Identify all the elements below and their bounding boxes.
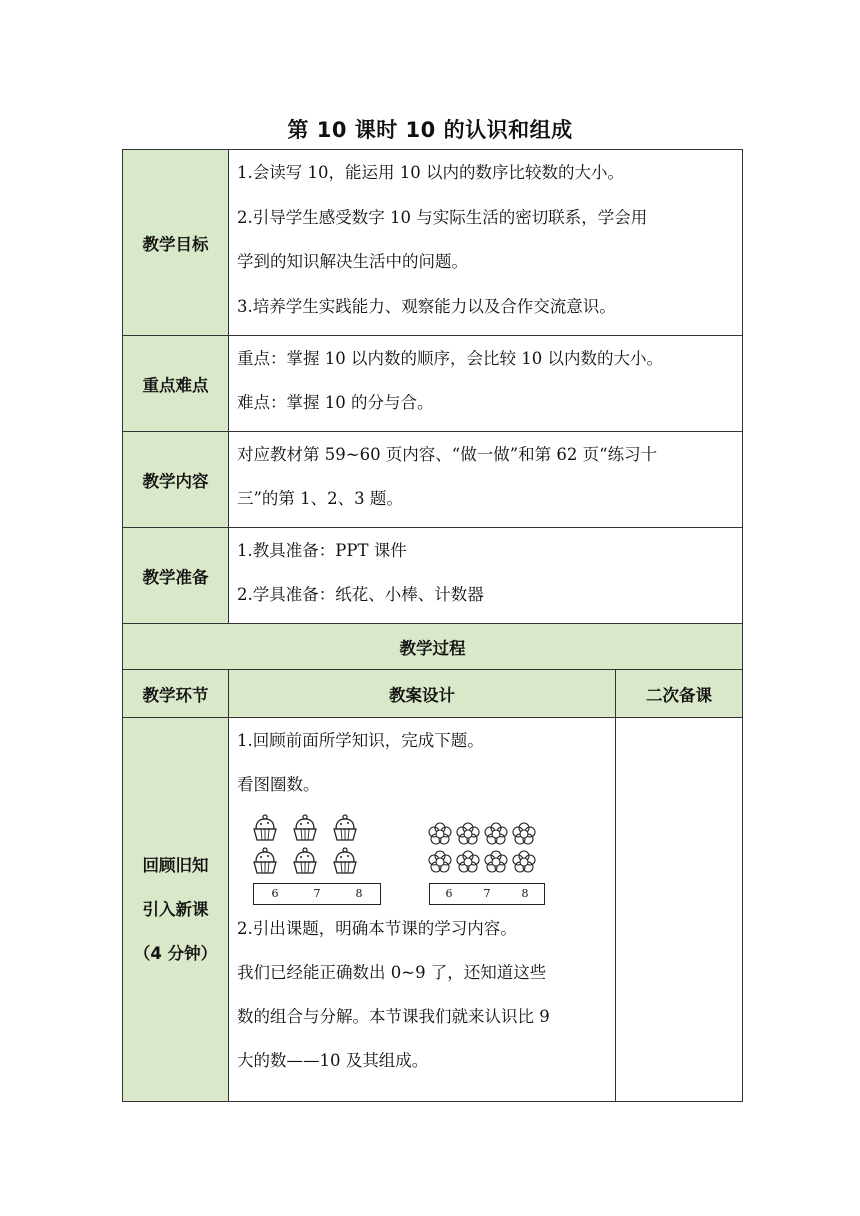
stage1-line: 看图圈数。 xyxy=(237,775,320,794)
column-header-notes: 二次备课 xyxy=(616,670,743,718)
counting-exercise-picture xyxy=(237,807,607,907)
lesson-plan-table xyxy=(122,149,743,1102)
stage1-line: 2.引出课题，明确本节课的学习内容。 xyxy=(237,919,517,938)
stage1-notes-cell xyxy=(616,718,743,1102)
content-line: 对应教材第 59~60 页内容、“做一做”和第 62 页“练习十 xyxy=(237,445,658,464)
content-row xyxy=(123,432,743,528)
key-points-label: 重点难点 xyxy=(123,336,229,432)
choice-number: 7 xyxy=(313,887,321,900)
stage1-line: 数的组合与分解。本节课我们就来认识比 9 xyxy=(237,1007,550,1026)
choice-number: 8 xyxy=(521,887,529,900)
goals-row xyxy=(123,150,743,336)
stage1-row xyxy=(123,718,743,1102)
choice-number: 6 xyxy=(445,887,453,900)
number-choice-box-right xyxy=(429,883,545,905)
stage1-content xyxy=(229,718,616,1102)
goals-line: 学到的知识解决生活中的问题。 xyxy=(237,252,468,271)
key-points-line: 难点：掌握 10 的分与合。 xyxy=(237,393,434,412)
column-header-design: 教案设计 xyxy=(229,670,616,718)
stage1-label-line: （4 分钟） xyxy=(133,943,218,963)
content-content xyxy=(229,432,743,528)
choice-number: 6 xyxy=(271,887,279,900)
column-header-row xyxy=(123,670,743,718)
content-label: 教学内容 xyxy=(123,432,229,528)
goals-line: 2.引导学生感受数字 10 与实际生活的密切联系，学会用 xyxy=(237,207,648,227)
prep-line: 2.学具准备：纸花、小棒、计数器 xyxy=(237,585,484,604)
prep-row xyxy=(123,528,743,624)
stage1-line: 1.回顾前面所学知识，完成下题。 xyxy=(237,731,484,750)
key-points-content xyxy=(229,336,743,432)
stage1-line: 我们已经能正确数出 0~9 了，还知道这些 xyxy=(237,963,547,982)
stage1-line: 大的数——10 及其组成。 xyxy=(237,1051,429,1070)
stage1-label xyxy=(123,718,229,1102)
goals-line: 1.会读写 10，能运用 10 以内的数序比较数的大小。 xyxy=(237,163,624,182)
choice-number: 7 xyxy=(483,887,491,900)
number-choice-box-left xyxy=(253,883,381,905)
key-points-line: 重点：掌握 10 以内数的顺序，会比较 10 以内数的大小。 xyxy=(237,349,663,368)
goals-content xyxy=(229,150,743,336)
content-line: 三”的第 1、2、3 题。 xyxy=(237,489,403,508)
prep-content xyxy=(229,528,743,624)
goals-label: 教学目标 xyxy=(123,150,229,336)
choice-number: 8 xyxy=(355,887,363,900)
prep-label: 教学准备 xyxy=(123,528,229,624)
prep-line: 1.教具准备：PPT 课件 xyxy=(237,541,407,560)
page-title: 第 10 课时 10 的认识和组成 xyxy=(287,118,573,142)
stage1-label-line: 回顾旧知 xyxy=(142,855,209,875)
flowers-image xyxy=(427,821,547,877)
stage1-label-line: 引入新课 xyxy=(142,899,209,919)
process-header-row xyxy=(123,624,743,670)
key-points-row xyxy=(123,336,743,432)
cupcakes-image xyxy=(253,813,373,877)
process-header: 教学过程 xyxy=(123,624,743,670)
column-header-stage: 教学环节 xyxy=(123,670,229,718)
goals-line: 3.培养学生实践能力、观察能力以及合作交流意识。 xyxy=(237,296,616,316)
